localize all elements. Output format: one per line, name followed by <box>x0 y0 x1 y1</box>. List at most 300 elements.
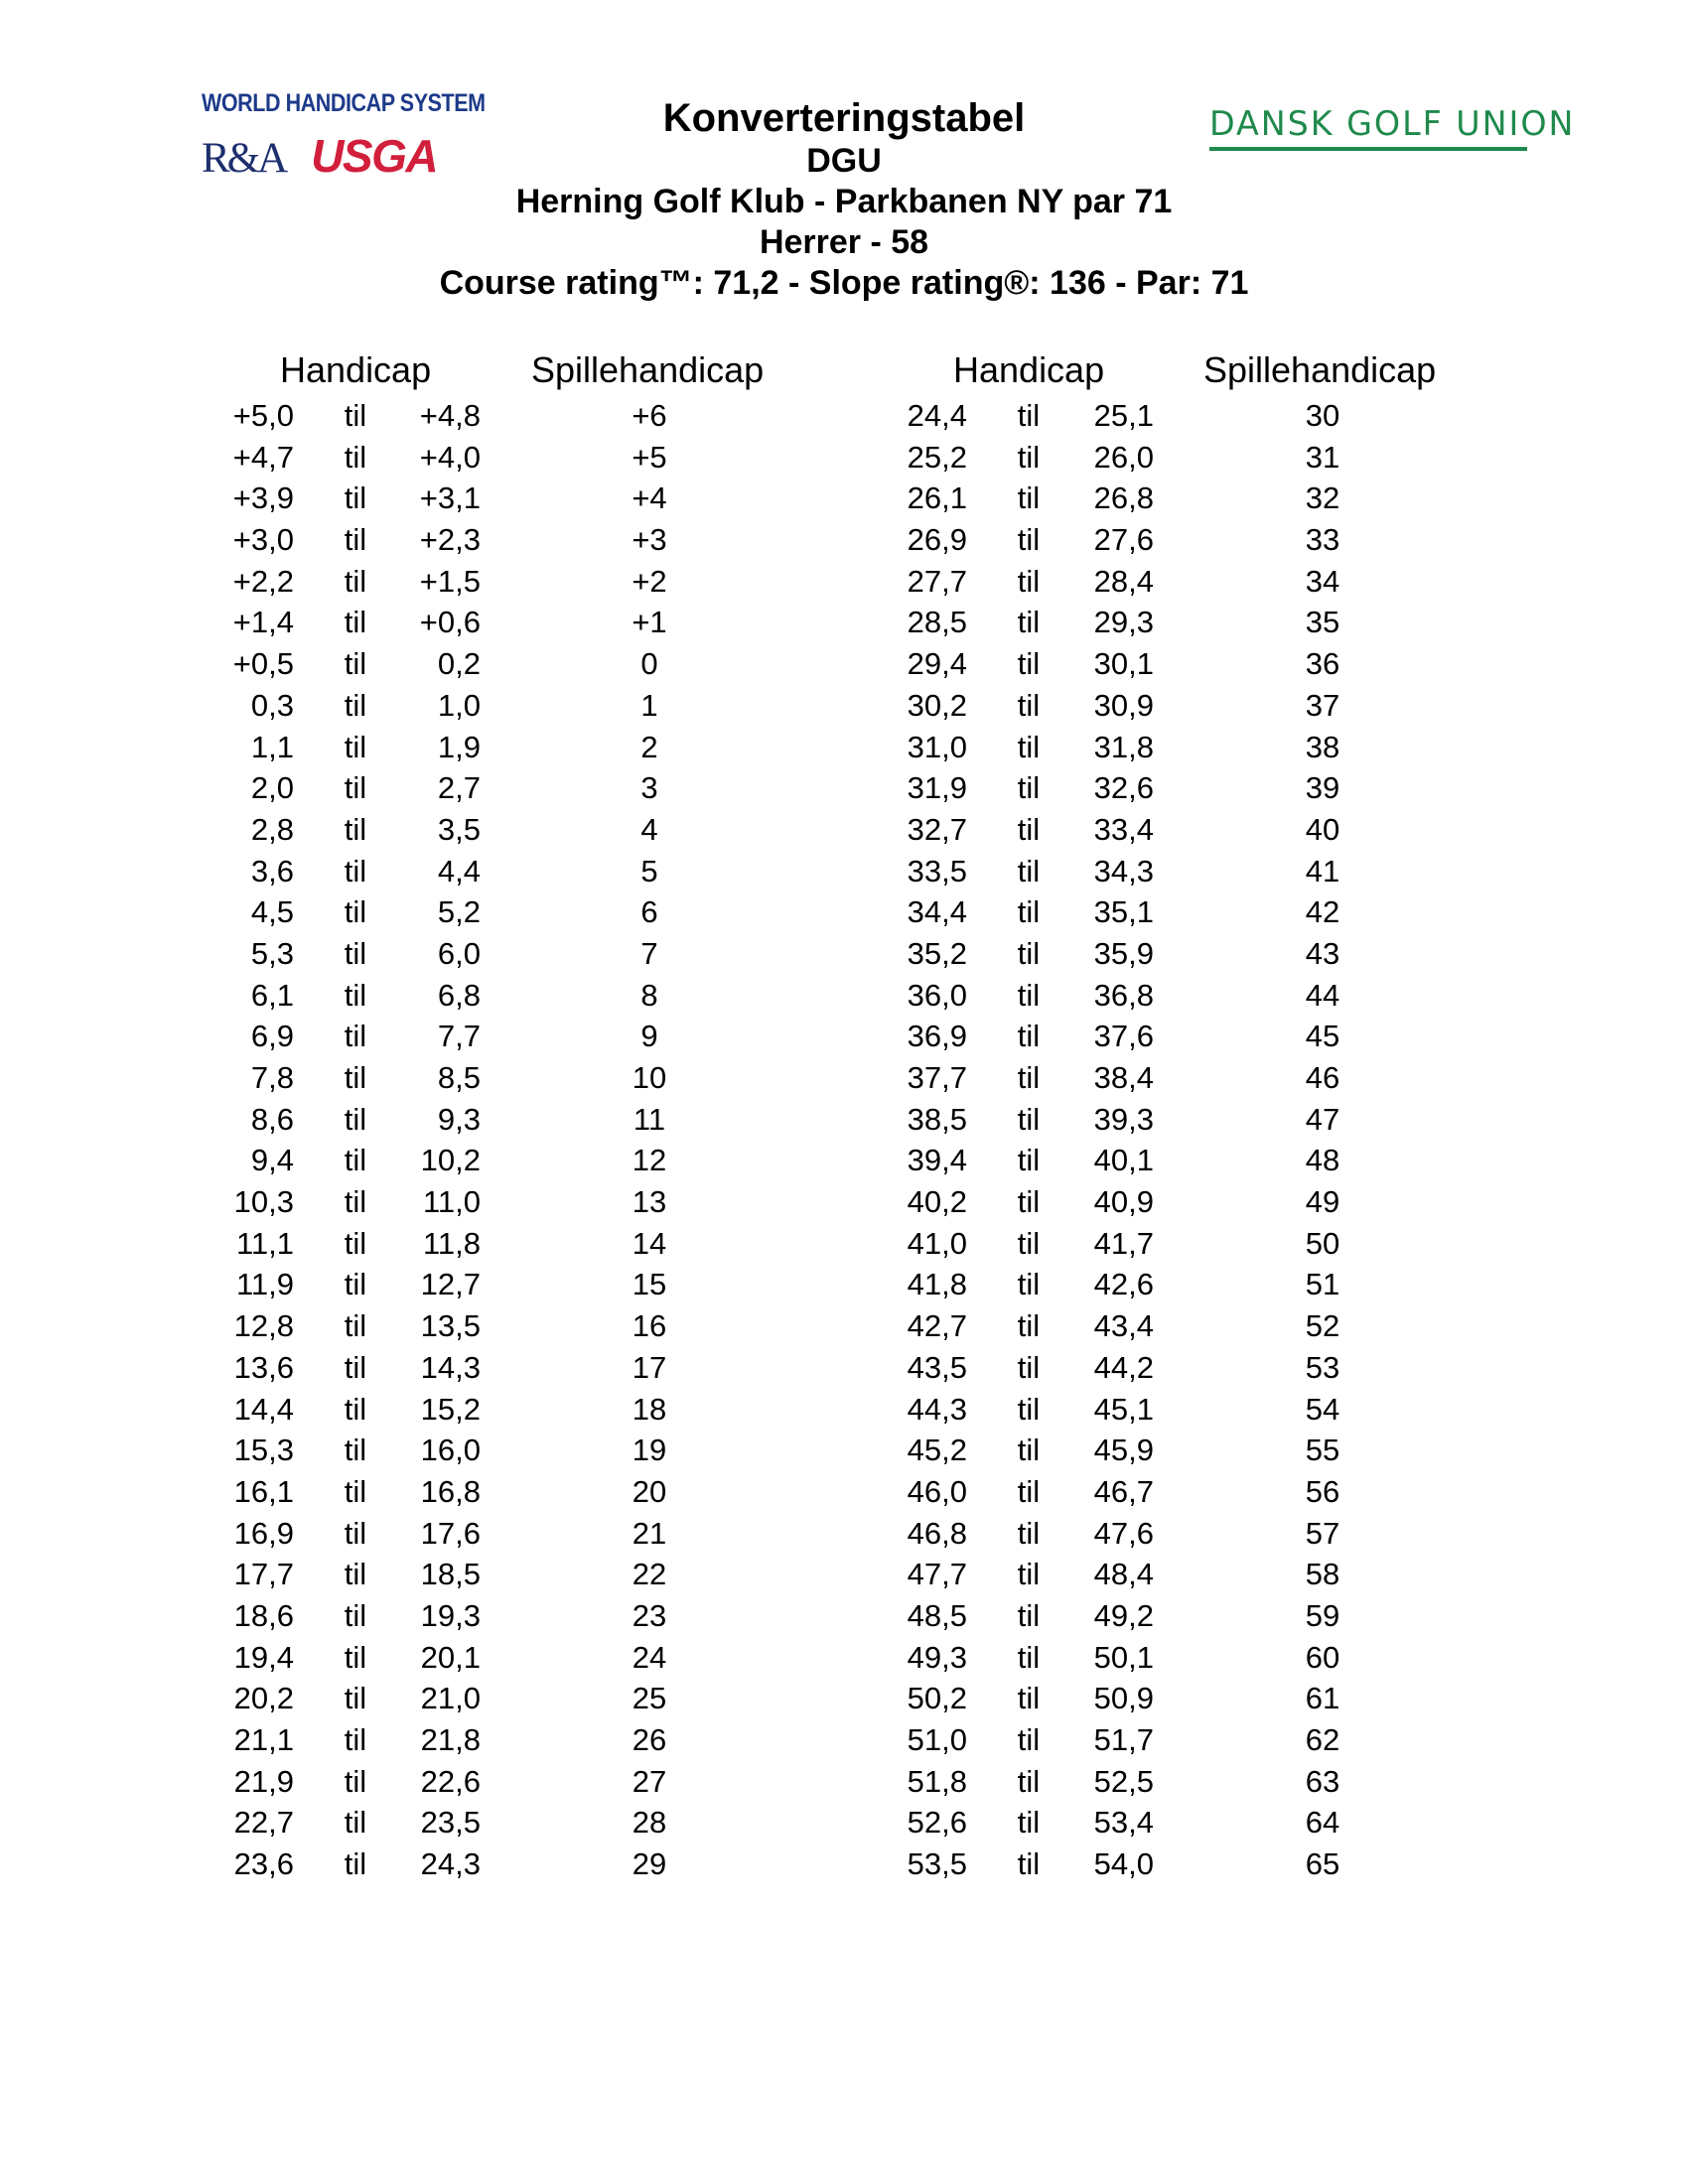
handicap-from: 31,9 <box>907 770 967 806</box>
handicap-to: 14,3 <box>420 1349 481 1385</box>
til-label: til <box>344 1597 367 1633</box>
til-label: til <box>1017 811 1041 847</box>
til-label: til <box>344 398 367 433</box>
table-row <box>0 1802 844 1843</box>
handicap-from: 25,2 <box>907 439 967 475</box>
table-row <box>0 1347 844 1389</box>
handicap-to: 13,5 <box>420 1308 481 1344</box>
table-row <box>0 891 844 933</box>
handicap-from: 46,0 <box>907 1473 967 1509</box>
handicap-to: 6,0 <box>437 935 481 971</box>
handicap-from: +3,9 <box>232 480 294 516</box>
til-label: til <box>344 480 367 516</box>
til-label: til <box>344 1805 367 1841</box>
handicap-from: +5,0 <box>232 398 294 433</box>
til-label: til <box>344 977 367 1013</box>
til-label: til <box>1017 646 1041 682</box>
table-row <box>844 933 1688 975</box>
handicap-to: 18,5 <box>420 1557 481 1592</box>
handicap-to: 30,9 <box>1093 687 1154 723</box>
handicap-to: 16,8 <box>420 1473 481 1509</box>
handicap-from: 20,2 <box>233 1681 294 1716</box>
handicap-from: 31,0 <box>907 729 967 764</box>
handicap-to: 50,9 <box>1093 1681 1154 1716</box>
table-row <box>0 1389 844 1431</box>
handicap-to: 39,3 <box>1093 1101 1154 1137</box>
handicap-from: 21,1 <box>233 1722 294 1757</box>
handicap-from: 6,1 <box>250 977 294 1013</box>
handicap-to: 41,7 <box>1093 1225 1154 1261</box>
playing-handicap: 26 <box>632 1722 667 1757</box>
handicap-from: +3,0 <box>232 522 294 558</box>
playing-handicap: 43 <box>1305 935 1340 971</box>
table-row <box>844 1057 1688 1099</box>
handicap-to: 44,2 <box>1093 1349 1154 1385</box>
table-row <box>0 809 844 851</box>
til-label: til <box>1017 605 1041 640</box>
playing-handicap: 29 <box>632 1846 667 1882</box>
playing-handicap: 49 <box>1305 1184 1340 1220</box>
handicap-from: +1,4 <box>232 605 294 640</box>
table-row <box>0 975 844 1017</box>
til-label: til <box>1017 687 1041 723</box>
playing-handicap: 39 <box>1305 770 1340 806</box>
table-row <box>844 1305 1688 1347</box>
playing-handicap: 65 <box>1305 1846 1340 1882</box>
handicap-from: 49,3 <box>907 1639 967 1675</box>
til-label: til <box>344 1722 367 1757</box>
right-playing-handicap-header: Spillehandicap <box>1203 349 1437 390</box>
table-row <box>844 643 1688 685</box>
playing-handicap: 12 <box>632 1143 667 1178</box>
handicap-from: 16,1 <box>233 1473 294 1509</box>
handicap-from: 18,6 <box>233 1597 294 1633</box>
table-row <box>844 1016 1688 1057</box>
handicap-from: +0,5 <box>232 646 294 682</box>
table-row <box>844 519 1688 561</box>
handicap-from: 9,4 <box>250 1143 294 1178</box>
table-row <box>0 1637 844 1679</box>
playing-handicap: 38 <box>1305 729 1340 764</box>
handicap-to: 49,2 <box>1093 1597 1154 1633</box>
til-label: til <box>344 1019 367 1054</box>
table-row <box>844 1554 1688 1595</box>
til-label: til <box>1017 1515 1041 1551</box>
til-label: til <box>1017 398 1041 433</box>
til-label: til <box>344 770 367 806</box>
handicap-from: +4,7 <box>232 439 294 475</box>
table-row <box>844 1430 1688 1471</box>
playing-handicap: 0 <box>640 646 658 682</box>
ra-logo-text: R&A <box>202 135 286 182</box>
handicap-from: 27,7 <box>907 563 967 599</box>
til-label: til <box>1017 1060 1041 1095</box>
til-label: til <box>1017 770 1041 806</box>
playing-handicap: 21 <box>632 1515 667 1551</box>
til-label: til <box>1017 977 1041 1013</box>
table-row <box>844 975 1688 1017</box>
til-label: til <box>1017 1349 1041 1385</box>
handicap-to: 2,7 <box>437 770 481 806</box>
handicap-from: 12,8 <box>233 1308 294 1344</box>
handicap-from: 36,0 <box>907 977 967 1013</box>
handicap-to: 30,1 <box>1093 646 1154 682</box>
table-row <box>844 1802 1688 1843</box>
handicap-to: 45,9 <box>1093 1433 1154 1468</box>
playing-handicap: 46 <box>1305 1060 1340 1095</box>
handicap-from: 16,9 <box>233 1515 294 1551</box>
playing-handicap: 5 <box>640 853 658 888</box>
handicap-to: 5,2 <box>437 894 481 930</box>
handicap-to: 26,0 <box>1093 439 1154 475</box>
playing-handicap: 14 <box>632 1225 667 1261</box>
playing-handicap: 37 <box>1305 687 1340 723</box>
til-label: til <box>344 1473 367 1509</box>
table-row <box>844 727 1688 768</box>
playing-handicap: 40 <box>1305 811 1340 847</box>
playing-handicap: 23 <box>632 1597 667 1633</box>
handicap-to: 24,3 <box>420 1846 481 1882</box>
handicap-to: 52,5 <box>1093 1763 1154 1799</box>
til-label: til <box>1017 1101 1041 1137</box>
handicap-to: 16,0 <box>420 1433 481 1468</box>
handicap-to: 12,7 <box>420 1267 481 1302</box>
handicap-to: 4,4 <box>437 853 481 888</box>
handicap-from: 0,3 <box>250 687 294 723</box>
handicap-from: 3,6 <box>250 853 294 888</box>
table-row <box>844 1264 1688 1305</box>
playing-handicap: 34 <box>1305 563 1340 599</box>
handicap-to: 9,3 <box>437 1101 481 1137</box>
playing-handicap: 13 <box>632 1184 667 1220</box>
table-row <box>0 1513 844 1555</box>
table-row <box>844 1140 1688 1181</box>
handicap-to: 54,0 <box>1093 1846 1154 1882</box>
til-label: til <box>344 1681 367 1716</box>
playing-handicap: 45 <box>1305 1019 1340 1054</box>
handicap-to: 38,4 <box>1093 1060 1154 1095</box>
til-label: til <box>344 935 367 971</box>
table-row <box>0 1223 844 1265</box>
handicap-from: +2,2 <box>232 563 294 599</box>
playing-handicap: +4 <box>632 480 667 516</box>
playing-handicap: 4 <box>640 811 658 847</box>
playing-handicap: 62 <box>1305 1722 1340 1757</box>
left-playing-handicap-header: Spillehandicap <box>531 349 765 390</box>
playing-handicap: 56 <box>1305 1473 1340 1509</box>
handicap-to: +4,8 <box>419 398 481 433</box>
table-row <box>0 1057 844 1099</box>
table-row <box>0 1305 844 1347</box>
handicap-from: 4,5 <box>250 894 294 930</box>
left-conversion-table <box>0 395 844 1885</box>
til-label: til <box>344 1349 367 1385</box>
til-label: til <box>344 646 367 682</box>
table-row <box>844 1471 1688 1513</box>
organization: DGU <box>806 142 882 180</box>
handicap-to: 45,1 <box>1093 1391 1154 1427</box>
til-label: til <box>1017 1391 1041 1427</box>
playing-handicap: 47 <box>1305 1101 1340 1137</box>
playing-handicap: 51 <box>1305 1267 1340 1302</box>
handicap-to: +2,3 <box>419 522 481 558</box>
table-row <box>844 685 1688 727</box>
table-row <box>0 1595 844 1637</box>
handicap-to: 11,8 <box>422 1225 481 1261</box>
playing-handicap: 48 <box>1305 1143 1340 1178</box>
handicap-from: 37,7 <box>907 1060 967 1095</box>
handicap-to: 40,9 <box>1093 1184 1154 1220</box>
til-label: til <box>344 1433 367 1468</box>
til-label: til <box>1017 1308 1041 1344</box>
handicap-to: 19,3 <box>420 1597 481 1633</box>
til-label: til <box>1017 729 1041 764</box>
til-label: til <box>344 1391 367 1427</box>
handicap-from: 36,9 <box>907 1019 967 1054</box>
table-row <box>844 851 1688 892</box>
table-row <box>0 1430 844 1471</box>
playing-handicap: 57 <box>1305 1515 1340 1551</box>
handicap-to: 29,3 <box>1093 605 1154 640</box>
left-handicap-header: Handicap <box>280 349 432 390</box>
handicap-from: 35,2 <box>907 935 967 971</box>
handicap-from: 50,2 <box>907 1681 967 1716</box>
table-row <box>844 1637 1688 1679</box>
handicap-from: 11,1 <box>235 1225 294 1261</box>
playing-handicap: 53 <box>1305 1349 1340 1385</box>
handicap-to: 11,0 <box>422 1184 481 1220</box>
handicap-from: 11,9 <box>235 1267 294 1302</box>
playing-handicap: 8 <box>640 977 658 1013</box>
playing-handicap: 35 <box>1305 605 1340 640</box>
playing-handicap: 32 <box>1305 480 1340 516</box>
handicap-from: 47,7 <box>907 1557 967 1592</box>
dgu-logo-text: DANSK GOLF UNION <box>1209 104 1576 144</box>
table-row <box>0 1099 844 1141</box>
handicap-from: 15,3 <box>233 1433 294 1468</box>
handicap-to: +3,1 <box>419 480 481 516</box>
playing-handicap: 2 <box>640 729 658 764</box>
handicap-to: 27,6 <box>1093 522 1154 558</box>
playing-handicap: 24 <box>632 1639 667 1675</box>
playing-handicap: 61 <box>1305 1681 1340 1716</box>
playing-handicap: 16 <box>632 1308 667 1344</box>
table-row <box>0 478 844 519</box>
handicap-from: 14,4 <box>233 1391 294 1427</box>
playing-handicap: 36 <box>1305 646 1340 682</box>
handicap-from: 41,8 <box>907 1267 967 1302</box>
table-row <box>844 1595 1688 1637</box>
handicap-to: +0,6 <box>419 605 481 640</box>
handicap-from: 46,8 <box>907 1515 967 1551</box>
handicap-to: 53,4 <box>1093 1805 1154 1841</box>
handicap-to: 7,7 <box>437 1019 481 1054</box>
course-name: Herning Golf Klub - Parkbanen NY par 71 <box>515 183 1173 220</box>
playing-handicap: +1 <box>632 605 667 640</box>
table-row <box>0 933 844 975</box>
table-row <box>0 643 844 685</box>
til-label: til <box>344 605 367 640</box>
handicap-from: 24,4 <box>907 398 967 433</box>
handicap-to: 43,4 <box>1093 1308 1154 1344</box>
playing-handicap: 15 <box>632 1267 667 1302</box>
til-label: til <box>1017 480 1041 516</box>
playing-handicap: +2 <box>632 563 667 599</box>
til-label: til <box>344 1225 367 1261</box>
handicap-from: 10,3 <box>233 1184 294 1220</box>
playing-handicap: +6 <box>632 398 667 433</box>
handicap-to: 21,0 <box>420 1681 481 1716</box>
handicap-to: 15,2 <box>420 1391 481 1427</box>
table-row <box>844 1719 1688 1761</box>
handicap-to: 40,1 <box>1093 1143 1154 1178</box>
table-row <box>0 437 844 478</box>
til-label: til <box>344 1267 367 1302</box>
playing-handicap: 19 <box>632 1433 667 1468</box>
handicap-to: 37,6 <box>1093 1019 1154 1054</box>
table-row <box>844 1181 1688 1223</box>
til-label: til <box>1017 1763 1041 1799</box>
handicap-to: 48,4 <box>1093 1557 1154 1592</box>
handicap-from: 33,5 <box>907 853 967 888</box>
til-label: til <box>1017 439 1041 475</box>
table-row <box>0 1554 844 1595</box>
handicap-to: 28,4 <box>1093 563 1154 599</box>
playing-handicap: 30 <box>1305 398 1340 433</box>
handicap-to: 33,4 <box>1093 811 1154 847</box>
playing-handicap: 64 <box>1305 1805 1340 1841</box>
table-row <box>844 1389 1688 1431</box>
handicap-to: 8,5 <box>437 1060 481 1095</box>
table-row <box>844 809 1688 851</box>
handicap-from: 26,9 <box>907 522 967 558</box>
playing-handicap: 9 <box>640 1019 658 1054</box>
handicap-from: 51,8 <box>907 1763 967 1799</box>
handicap-to: 23,5 <box>420 1805 481 1841</box>
handicap-to: 42,6 <box>1093 1267 1154 1302</box>
til-label: til <box>1017 563 1041 599</box>
table-row <box>0 602 844 643</box>
til-label: til <box>344 1557 367 1592</box>
table-row <box>844 1761 1688 1803</box>
handicap-from: 42,7 <box>907 1308 967 1344</box>
table-row <box>844 1843 1688 1885</box>
table-row <box>0 1264 844 1305</box>
til-label: til <box>1017 1473 1041 1509</box>
til-label: til <box>344 853 367 888</box>
handicap-from: 44,3 <box>907 1391 967 1427</box>
table-row <box>844 1347 1688 1389</box>
handicap-from: 43,5 <box>907 1349 967 1385</box>
til-label: til <box>1017 1433 1041 1468</box>
handicap-to: 1,0 <box>437 687 481 723</box>
til-label: til <box>1017 1722 1041 1757</box>
playing-handicap: +5 <box>632 439 667 475</box>
handicap-to: 34,3 <box>1093 853 1154 888</box>
right-handicap-header: Handicap <box>953 349 1105 390</box>
playing-handicap: 17 <box>632 1349 667 1385</box>
table-row <box>0 851 844 892</box>
til-label: til <box>1017 935 1041 971</box>
handicap-to: +1,5 <box>419 563 481 599</box>
handicap-to: 46,7 <box>1093 1473 1154 1509</box>
table-row <box>0 1761 844 1803</box>
table-row <box>0 1181 844 1223</box>
handicap-to: +4,0 <box>419 439 481 475</box>
handicap-to: 47,6 <box>1093 1515 1154 1551</box>
handicap-from: 32,7 <box>907 811 967 847</box>
handicap-to: 3,5 <box>437 811 481 847</box>
playing-handicap: 3 <box>640 770 658 806</box>
usga-logo-text: USGA <box>311 130 438 182</box>
table-row <box>0 685 844 727</box>
playing-handicap: 41 <box>1305 853 1340 888</box>
table-row <box>844 1223 1688 1265</box>
handicap-from: 26,1 <box>907 480 967 516</box>
playing-handicap: 58 <box>1305 1557 1340 1592</box>
playing-handicap: 44 <box>1305 977 1340 1013</box>
handicap-from: 29,4 <box>907 646 967 682</box>
til-label: til <box>1017 1019 1041 1054</box>
til-label: til <box>344 894 367 930</box>
handicap-from: 52,6 <box>907 1805 967 1841</box>
table-row <box>844 1678 1688 1719</box>
handicap-from: 41,0 <box>907 1225 967 1261</box>
til-label: til <box>344 1515 367 1551</box>
playing-handicap: 60 <box>1305 1639 1340 1675</box>
til-label: til <box>344 687 367 723</box>
table-row <box>0 727 844 768</box>
handicap-to: 35,1 <box>1093 894 1154 930</box>
playing-handicap: 18 <box>632 1391 667 1427</box>
handicap-to: 32,6 <box>1093 770 1154 806</box>
tee-info: Herrer - 58 <box>759 223 929 261</box>
til-label: til <box>1017 1597 1041 1633</box>
playing-handicap: 42 <box>1305 894 1340 930</box>
handicap-to: 1,9 <box>437 729 481 764</box>
til-label: til <box>1017 1557 1041 1592</box>
table-row <box>844 1099 1688 1141</box>
table-row <box>844 767 1688 809</box>
table-row <box>844 602 1688 643</box>
til-label: til <box>344 1846 367 1882</box>
handicap-from: 21,9 <box>233 1763 294 1799</box>
handicap-to: 21,8 <box>420 1722 481 1757</box>
handicap-to: 17,6 <box>420 1515 481 1551</box>
til-label: til <box>344 1060 367 1095</box>
table-row <box>0 1719 844 1761</box>
handicap-to: 25,1 <box>1093 398 1154 433</box>
handicap-to: 36,8 <box>1093 977 1154 1013</box>
handicap-from: 5,3 <box>250 935 294 971</box>
playing-handicap: 59 <box>1305 1597 1340 1633</box>
right-conversion-table <box>844 395 1688 1885</box>
handicap-from: 22,7 <box>233 1805 294 1841</box>
document-title: Konverteringstabel <box>662 96 1026 140</box>
til-label: til <box>1017 1681 1041 1716</box>
handicap-from: 48,5 <box>907 1597 967 1633</box>
til-label: til <box>344 729 367 764</box>
til-label: til <box>1017 1805 1041 1841</box>
playing-handicap: 33 <box>1305 522 1340 558</box>
til-label: til <box>344 1639 367 1675</box>
til-label: til <box>1017 1184 1041 1220</box>
til-label: til <box>1017 1225 1041 1261</box>
playing-handicap: 50 <box>1305 1225 1340 1261</box>
til-label: til <box>1017 1143 1041 1178</box>
til-label: til <box>1017 853 1041 888</box>
table-row <box>844 561 1688 603</box>
